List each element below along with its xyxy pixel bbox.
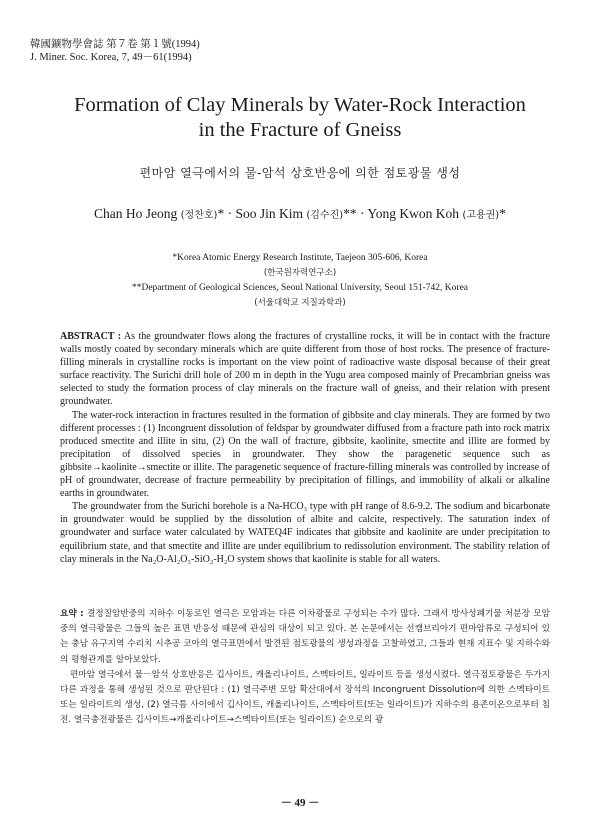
affiliation-1-korean: (한국원자력연구소) <box>263 268 337 278</box>
abstract-paragraph: The water-rock interaction in fractures resulted in the formation of gibbsite and clay minerals. They are formed by two different processes : (1) Incongruent dissolution of feldspar by groundwater diffused from a fracture path into rock matrix produced smectite and illite in situ, (2) On the wall of fracture, gibbsite, kaolinite, smectite and illite are formed by precipitation of dissolved species in groundwater. They show the paragenetic sequence such as gibbsite→kaolinite→smectite or illite. The paragenetic sequence of fracture-filling minerals was controlled by increase of pH of groundwater, decrease of fracture permeability by precipitation of fillings, and immobility of alkali or alkaline earths in groundwater. <box>60 409 550 500</box>
author-2-affil-mark: ** <box>343 206 357 221</box>
abstract-paragraph: The groundwater from the Surichi borehole is a Na-HCO₃ type with pH range of 8.6-9.2. The sodium and bicarbonate in groundwater would be supplied by the dissolution of albite and calcite, respectively. The saturation index of groundwater and surface water calculated by WATEQ4F indicates that gibbsite and kaolinite are under precipitation to equilibrium state, and that smectite and illite are under equilibrium to redissolution environment. The stability relation of clay minerals in the Na₂O-Al₂O₃-SiO₂-H₂O system shows that kaolinite is stable for all waters. <box>60 501 550 565</box>
page-number: － 49 － <box>280 797 320 809</box>
paper-title-line-2: in the Fracture of Gneiss <box>198 119 402 141</box>
affiliation-2: **Department of Geological Sciences, Seoul National University, Seoul 151-742, Korea <box>131 283 469 293</box>
author-3-korean-name: (고용권) <box>462 210 500 221</box>
author-1-affil-mark: * <box>217 206 225 221</box>
author-separator: · <box>356 206 368 221</box>
korean-abstract-paragraph: 편마암 열극에서 물－암석 상호반응은 깁사이트, 캐올리나이트, 스멕타이트, 일라이트 등을 생성시켰다. 열극점토광물은 두가지 다른 과정을 통해 생성된 것으로 판단된다 : (1) 열극주변 모암 확산대에서 장석의 Incongruent Dissolution에 의한 스멕타이트 또는 일라이트의 생성, (2) 열극틈 사이에서 깁사이트, 캐올리나이트, 스멕타이트(또는 일라이트)가 지하수의 용존이온으로부터 침전. 열극충전광물은 깁사이트→캐올리나이트→스멕타이트(또는 일라이트) 순으로의 광 <box>60 669 550 726</box>
journal-citation <box>30 38 200 64</box>
journal-citation-korean: 韓國鑛物學會誌 第７卷 第１號(1994) <box>30 39 200 50</box>
author-3-affil-mark: * <box>499 206 506 221</box>
korean-abstract <box>60 607 550 729</box>
abstract-paragraph <box>60 330 550 409</box>
abstract-label: ABSTRACT : <box>60 331 122 342</box>
author-separator: · <box>224 206 236 221</box>
english-abstract <box>60 330 550 566</box>
abstract-text: As the groundwater flows along the fractures of crystalline rocks, it will be in contact with the fracture walls mostly coated by secondary minerals which are quite different from those of host rocks. The presence of fracture-filling minerals in crystalline rocks is important on the view point of radioactive waste disposal because of their great surface reactivity. The Surichi drill hole of 200 m in depth in the Yugu area composed mainly of Precambrian gneiss was selected to study the formation process of clay minerals on the fracture wall of gneiss, and their relation with present groundwater. <box>60 331 550 408</box>
korean-title: 편마암 열극에서의 물-암석 상호반응에 의한 점토광물 생성 <box>139 166 461 180</box>
author-2-name: Soo Jin Kim <box>235 206 303 221</box>
korean-abstract-paragraph <box>60 607 550 668</box>
paper-title <box>40 93 560 143</box>
author-list <box>20 205 580 225</box>
author-1-korean-name: (정찬호) <box>180 210 218 221</box>
korean-abstract-label: 요약 : <box>60 609 84 619</box>
paper-title-line-1: Formation of Clay Minerals by Water-Rock Interaction <box>74 94 526 116</box>
journal-citation-english: J. Miner. Soc. Korea, 7, 49－61(1994) <box>30 52 192 63</box>
author-2-korean-name: (김수진) <box>306 210 344 221</box>
affiliation-2-korean: (서울대학교 지질과학과) <box>254 298 346 308</box>
korean-abstract-text: 결정질암반중의 지하수 이동로인 열극은 모암과는 다른 이차광물로 구성되는 수가 많다. 그래서 방사성폐기물 처분장 모암중의 열극광물은 그들의 높은 표면 반응성 때문에 관심의 대상이 되고 있다. 본 논문에서는 선캠브리아기 편마암류로 구성되어 있는 충남 유구지역 수리치 시추공 코아의 열극표면에서 발견된 점토광물의 생성과정을 고찰하였고, 그들과 현재 지표수 및 지하수와의 평형관계를 알아보았다. <box>60 609 550 665</box>
author-3-name: Yong Kwon Koh <box>367 206 460 221</box>
author-1-name: Chan Ho Jeong <box>94 206 178 221</box>
affiliation-1: *Korea Atomic Energy Research Institute, Taejeon 305-606, Korea <box>172 253 428 263</box>
